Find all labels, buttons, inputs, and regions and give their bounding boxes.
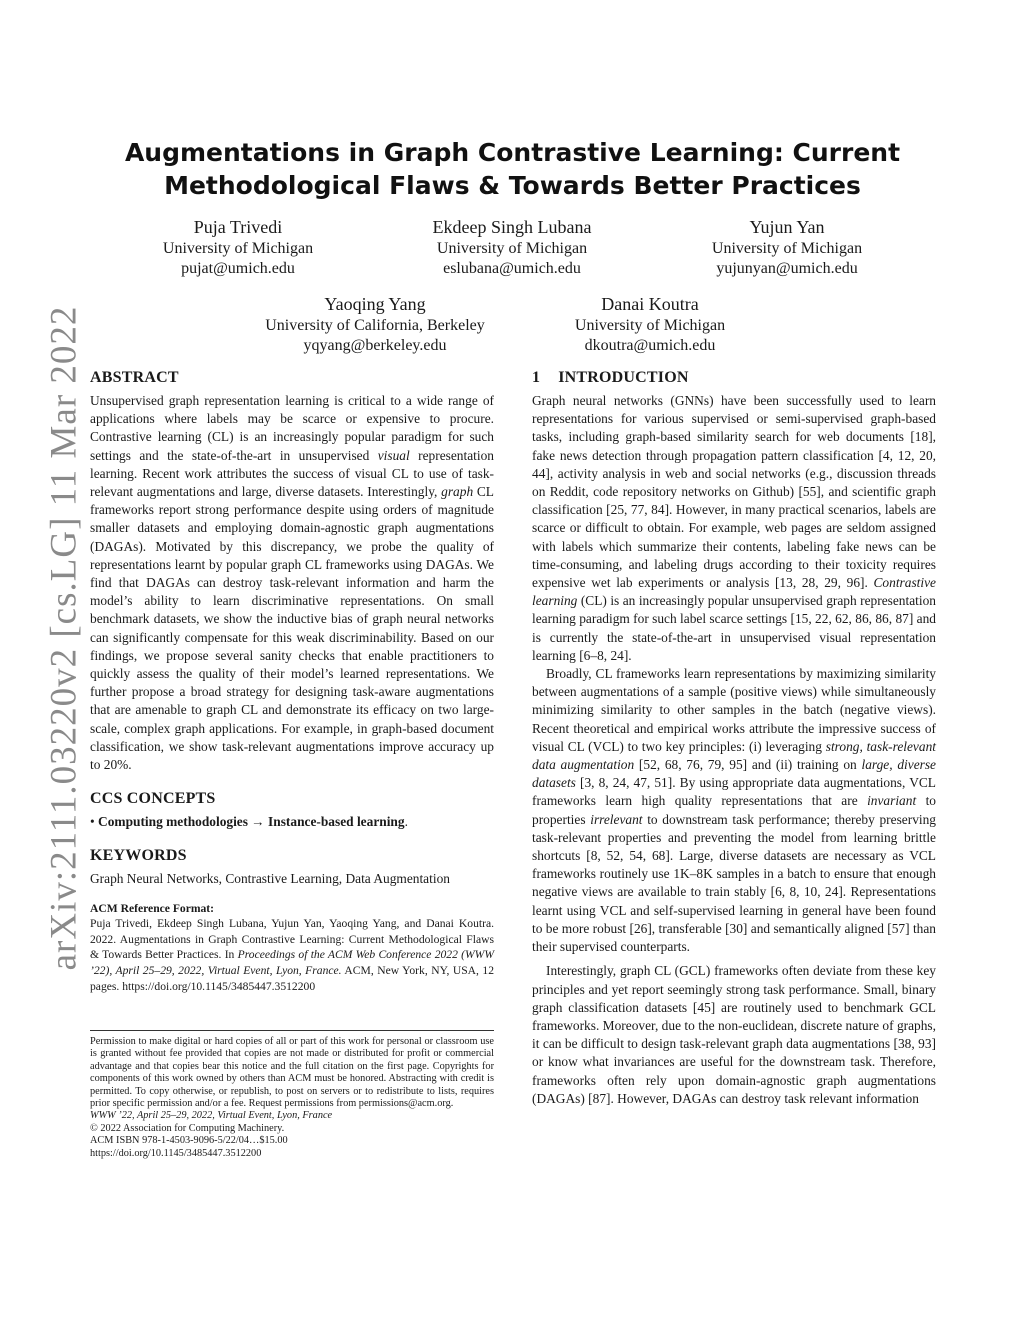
title-line-1: Augmentations in Graph Contrastive Learning: Current (124, 138, 901, 167)
author-name: Puja Trivedi (193, 217, 283, 237)
author-affiliation: University of Michigan (162, 240, 314, 257)
reference-format-heading: ACM Reference Format: (90, 901, 215, 915)
author-name: Ekdeep Singh Lubana (432, 217, 592, 237)
left-column (90, 368, 494, 994)
intro-paragraph-2: Broadly, CL frameworks learn representations by maximizing similarity between augmentations of a sample (positive views) while simultaneously minimizing similarity to other samples in the batch (negative views). Recent theoretical and empirical works attribute the impressive success of visual CL (VCL) to two key principles: (i) leveraging strong, task-relevant data augmentation [52, 68, 76, 79, 95] and (ii) training on large, diverse datasets [3, 8, 24, 47, 51]. By using appropriate data augmentations, VCL frameworks learn high quality representations that are invariant to properties irrelevant to downstream task performance; thereby preserving task-relevant properties and preventing the model from learning brittle shortcuts [8, 52, 54, 68]. Large, diverse datasets are necessary as VCL frameworks routinely use 1K–8K samples in a batch to ensure that enough negative views are available to train stably [6, 8, 10, 24]. Representations learnt using VCL and self-supervised learning in general have been found to be more robust [26], transferable [30] and semantically aligned [57] than their supervised counterparts. (532, 666, 936, 955)
author-affiliation: University of Michigan (711, 240, 863, 257)
intro-paragraph-3: Interestingly, graph CL (GCL) frameworks often deviate from these key principles and yet report seemingly strong task performance. Small, binary graph classification datasets [45] are routinely used to benchmark GCL frameworks. Moreover, due to the non-euclidean, discrete nature of graphs, it can be difficult to design task-relevant graph data augmentations [38, 93] or know what invariances are useful for the downstream task. Therefore, frameworks often rely upon domain-agnostic graph augmentations (DAGAs) [87]. However, DAGAs can destroy task relevant information (532, 963, 936, 1106)
author-email: yujunyan@umich.edu (716, 260, 858, 277)
keywords-text: Graph Neural Networks, Contrastive Learning, Data Augmentation (90, 871, 450, 887)
ccs-concepts: • Computing methodologies → Instance-based learning. (90, 814, 408, 830)
abstract-text: Unsupervised graph representation learning is critical to a wide range of applications where labels may be scarce or expensive to procure. Contrastive learning (CL) is an increasingly popular paradigm for such settings and the state-of-the-art in unsupervised visual representation learning. Recent work attributes the success of visual CL to use of task-relevant augmentations and large, diverse datasets. Interestingly, graph CL frameworks report strong performance despite using orders of magnitude smaller datasets and employing domain-agnostic graph augmentations (DAGAs). Motivated by this discrepancy, we probe the quality of representations learnt by popular graph CL frameworks using DAGAs. We find that DAGAs can destroy task-relevant information and harm the model’s ability to learn discriminative representations. On small benchmark datasets, we show the inductive bias of graph neural networks can significantly compensate for this weak discriminability. Based on our findings, we propose several sanity checks that enable practitioners to quickly assess the quality of their model’s learned representations. We further propose a broad strategy for designing task-aware augmentations that are amenable to graph CL and demonstrate its efficacy on two large-scale, complex graph applications. For example, in graph-based document classification, we show task-relevant augmentations improve accuracy up to 20%. (90, 393, 494, 773)
paper-title (90, 136, 935, 202)
author-email: eslubana@umich.edu (443, 260, 581, 277)
reference-format-text: Puja Trivedi, Ekdeep Singh Lubana, Yujun Yan, Yaoqing Yang, and Danai Koutra. 2022. Augmentations in Graph Contrastive Learning: Current Methodological Flaws & Towards Better Practices. In Proceedings of the ACM Web Conference 2022 (WWW ’22), April 25–29, 2022, Virtual Event, Lyon, France. ACM, New York, NY, USA, 12 pages. https://doi.org/10.1145/3485447.3512200 (90, 917, 494, 993)
author-block (382, 215, 642, 279)
ccs-heading: CCS CONCEPTS (90, 790, 216, 808)
author-email: pujat@umich.edu (181, 260, 295, 277)
isbn-line: ACM ISBN 978-1-4503-9096-5/22/04…$15.00 (90, 1135, 288, 1147)
intro-paragraph-1: Graph neural networks (GNNs) have been successfully used to learn representations for various supervised or semi-supervised graph-based tasks, including graph-based similarity search for web documents [18], fake news detection through propagation pattern classification [4, 12, 20, 44], activity analysis in web and social networks (e.g., discussion threads on Reddit, code repository networks on Github) [55], and scientific graph classification [25, 77, 84]. However, in many practical scenarios, labels are scarce or difficult to obtain. For example, web pages are seldom assigned with labels which summarize their contents, labeling fake news can be time-consuming, and labeling drugs according to their toxicity requires expensive wet lab experiments or analysis [13, 28, 29, 96]. Contrastive learning (CL) is an increasingly popular unsupervised graph representation learning paradigm for such label scarce settings [15, 22, 62, 86, 86, 87] and is currently the state-of-the-art in unsupervised visual representation learning [6–8, 24]. (532, 393, 936, 663)
author-email: dkoutra@umich.edu (584, 337, 716, 354)
permission-notice: Permission to make digital or hard copies of all or part of this work for personal or classroom use is granted without fee provided that copies are not made or distributed for profit or commercial advantage and that copies bear this notice and the full citation on the first page. Copyrights for components of this work owned by others than ACM must be honored. Abstracting with credit is permitted. To copy otherwise, or republish, to post on servers or to redistribute to lists, requires prior specific permission and/or a fee. Request permissions from permissions@acm.org. (90, 1036, 494, 1110)
copyright-line: © 2022 Association for Computing Machinery. (90, 1122, 285, 1134)
keywords-heading: KEYWORDS (90, 847, 187, 865)
author-name: Danai Koutra (601, 294, 699, 314)
introduction-heading: 1 INTRODUCTION (532, 369, 689, 386)
author-name: Yujun Yan (749, 217, 825, 237)
author-block (657, 215, 917, 279)
author-block (520, 292, 780, 356)
author-block (108, 215, 368, 279)
doi-line: https://doi.org/10.1145/3485447.3512200 (90, 1147, 262, 1159)
abstract-heading: ABSTRACT (90, 369, 179, 386)
right-column (532, 368, 936, 1108)
footnote-divider (90, 1030, 494, 1031)
copyright-footnote (90, 1036, 494, 1160)
conference-venue: WWW ’22, April 25–29, 2022, Virtual Event, Lyon, France (90, 1110, 333, 1122)
author-name: Yaoqing Yang (324, 294, 426, 314)
author-block (245, 292, 505, 356)
arxiv-id-text: arXiv:2111.03220v2 [cs.LG] 11 Mar 2022 (43, 305, 85, 971)
author-email: yqyang@berkeley.edu (303, 337, 447, 354)
author-affiliation: University of Michigan (574, 317, 726, 334)
author-affiliation: University of California, Berkeley (265, 317, 485, 334)
author-affiliation: University of Michigan (436, 240, 588, 257)
title-line-2: Methodological Flaws & Towards Better Practices (164, 171, 861, 200)
